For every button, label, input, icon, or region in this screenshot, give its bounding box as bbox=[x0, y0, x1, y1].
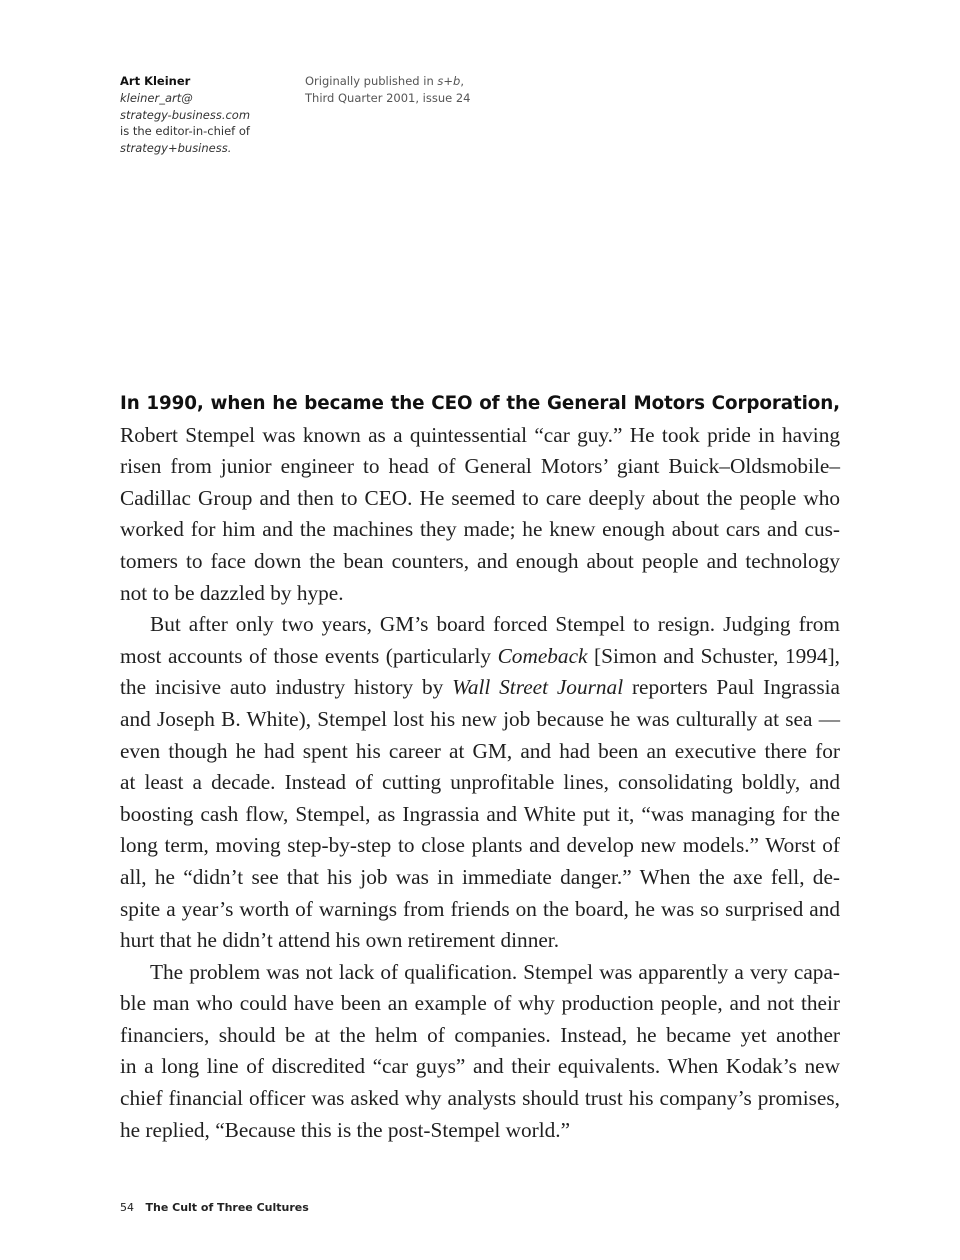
author-email-line-1: kleiner_art@ bbox=[120, 90, 193, 105]
body-line: at least a decade. Instead of cutting unprofitable lines, consolidating boldly, and bbox=[120, 770, 840, 795]
body-line: ble man who could have been an example of why production people, and not their bbox=[120, 991, 840, 1016]
author-name: Art Kleiner bbox=[120, 74, 191, 88]
paragraph-1 bbox=[120, 388, 840, 609]
body-line: tomers to face down the bean counters, and enough about people and technology bbox=[120, 548, 840, 573]
body-line: chief financial officer was asked why analysts should trust his company’s promises, bbox=[120, 1086, 840, 1111]
body-line: not to be dazzled by hype. bbox=[120, 580, 344, 605]
publication-note bbox=[305, 73, 505, 107]
running-title: The Cult of Three Cultures bbox=[145, 1201, 309, 1214]
text-run: reporters Paul Ingrassia bbox=[623, 675, 840, 700]
body-line: Robert Stempel was known as a quintessential “car guy.” He took pride in having bbox=[120, 422, 840, 447]
body-line: Cadillac Group and then to CEO. He seemed to care deeply about the people who bbox=[120, 485, 840, 510]
lead-in: In 1990, when he became the CEO of the General Motors Corporation, bbox=[120, 393, 840, 414]
body-line: worked for him and the machines they made; he knew enough about cars and cus- bbox=[120, 517, 840, 542]
body-line: he replied, “Because this is the post-Stempel world.” bbox=[120, 1117, 571, 1142]
body-line: financiers, should be at the helm of companies. Instead, he became yet another bbox=[120, 1022, 840, 1047]
newspaper-title: Wall Street Journal bbox=[452, 675, 624, 700]
page-number: 54 bbox=[120, 1201, 134, 1214]
body-line: spite a year’s worth of warnings from friends on the board, he was so surprised and bbox=[120, 896, 840, 921]
body-line: even though he had spent his career at GM, and had been an executive there for bbox=[120, 738, 840, 763]
author-email-line-2: strategy-business.com bbox=[120, 107, 251, 122]
author-role-line-2: strategy+business. bbox=[120, 141, 232, 156]
text-run: [Simon and Schuster, 1994], bbox=[587, 643, 840, 668]
body-line: But after only two years, GM’s board forced Stempel to resign. Judging from bbox=[150, 612, 840, 637]
body-line: and Joseph B. White), Stempel lost his new job because he was culturally at sea — bbox=[120, 706, 840, 731]
publication-suffix: , bbox=[460, 74, 464, 88]
body-line: long term, moving step-by-step to close plants and develop new models.” Worst of bbox=[120, 833, 840, 858]
body-line: The problem was not lack of qualification. Stempel was apparently a very capa- bbox=[150, 959, 840, 984]
body-line: hurt that he didn’t attend his own retirement dinner. bbox=[120, 928, 560, 953]
publication-issue: Third Quarter 2001, issue 24 bbox=[305, 90, 471, 105]
body-line bbox=[120, 641, 840, 673]
author-role-line-1: is the editor-in-chief of bbox=[120, 124, 250, 139]
author-bio bbox=[120, 73, 270, 157]
article-body bbox=[120, 388, 840, 1146]
body-line: all, he “didn’t see that his job was in immediate danger.” When the axe fell, de- bbox=[120, 864, 840, 889]
body-line bbox=[120, 672, 840, 704]
paragraph-2 bbox=[120, 609, 840, 957]
text-run: the incisive auto industry history by bbox=[120, 675, 453, 700]
body-line: risen from junior engineer to head of General Motors’ giant Buick–Oldsmobile– bbox=[120, 454, 840, 479]
publication-prefix: Originally published in bbox=[305, 74, 438, 88]
body-line: boosting cash flow, Stempel, as Ingrassia and White put it, “was managing for the bbox=[120, 801, 840, 826]
paragraph-3 bbox=[120, 957, 840, 1147]
body-line: in a long line of discredited “car guys” and their equivalents. When Kodak’s new bbox=[120, 1054, 840, 1079]
page-footer bbox=[120, 1201, 309, 1214]
magazine-name: s+b bbox=[437, 74, 461, 88]
publication-source-line bbox=[305, 73, 505, 90]
book-title: Comeback bbox=[497, 643, 588, 668]
text-run: most accounts of those events (particularly bbox=[120, 643, 498, 668]
